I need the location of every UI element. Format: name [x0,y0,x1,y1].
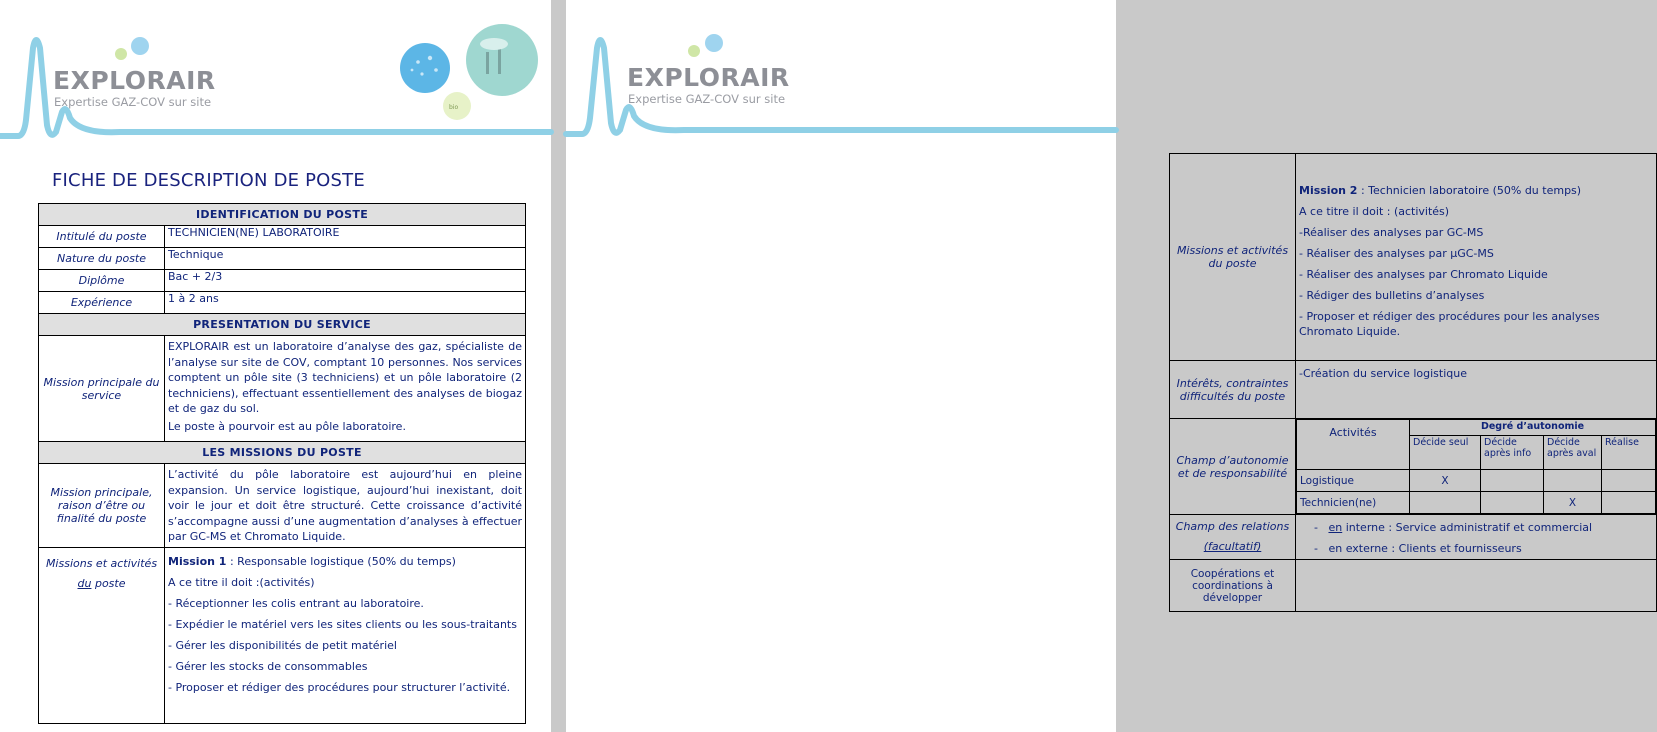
autonomy-header: Réalise [1602,436,1656,470]
label-autonomie: Champ d’autonomie et de responsabilité [1170,419,1296,515]
document-page-2 [566,0,1639,732]
presentation-cell [165,336,526,442]
label-missions-page2: Missions et activités du poste [1170,154,1296,361]
company-logo-tagline: Expertise GAZ-COV sur site [54,95,212,109]
autonomy-degree-header: Degré d’autonomie [1410,420,1656,436]
mission-1-item: - Proposer et rédiger des procédures pour structurer l’activité. [168,681,511,694]
svg-text:bio: bio [449,104,459,111]
company-logo-title: EXPLORAIR [627,63,790,92]
autonomy-mark: X [1544,492,1602,514]
mission-1-item: - Gérer les stocks de consommables [168,660,368,673]
mission-2-item: - Réaliser des analyses par Chromato Liquide [1299,268,1548,281]
autonomie-cell [1296,419,1657,515]
logo-bubbles-icon [115,37,149,60]
relations-interne-text: interne : Service administratif et commercial [1342,521,1593,534]
autonomy-header: Décide après info [1481,436,1544,470]
autonomy-col-activites: Activités [1297,420,1410,470]
mission-2-item: - Réaliser des analyses par µGC-MS [1299,247,1494,260]
label-interets: Intérêts, contraintes difficultés du poste [1170,361,1296,419]
mission-2-heading [1299,180,1653,201]
section-identification: IDENTIFICATION DU POSTE [39,204,526,226]
mission-2-desc: : Technicien laboratoire (50% du temps) [1357,184,1582,197]
relations-interne-prefix: en [1328,521,1343,534]
company-logo-title: EXPLORAIR [53,66,216,95]
missions-activites-cell [165,548,526,724]
autonomy-mark [1544,470,1602,492]
autonomy-mark [1602,492,1656,514]
section-missions: LES MISSIONS DU POSTE [39,442,526,464]
mission-principale-cell [165,464,526,548]
value-intitule: TECHNICIEN(NE) LABORATOIRE [165,226,526,248]
label-relations [1170,515,1296,560]
label-experience: Expérience [39,292,165,314]
label-missions-activites-part3: poste [94,577,126,590]
value-nature: Technique [165,248,526,270]
decorative-spheres-icon [400,24,538,120]
label-missions-activites [39,548,165,724]
autonomy-mark: X [1410,470,1481,492]
autonomy-mark [1481,492,1544,514]
label-nature: Nature du poste [39,248,165,270]
section-presentation: PRESENTATION DU SERVICE [39,314,526,336]
label-intitule: Intitulé du poste [39,226,165,248]
mission-2-item: - Proposer et rédiger des procédures pour les analyses Chromato Liquide. [1299,310,1600,338]
autonomy-mark [1602,470,1656,492]
value-experience: 1 à 2 ans [165,292,526,314]
interets-text: -Création du service logistique [1296,361,1657,419]
mission-2-intro: A ce titre il doit : (activités) [1299,205,1450,218]
mission-1-item: - Gérer les disponibilités de petit matériel [168,639,397,652]
missions-page2-cell [1296,154,1657,361]
label-relations-part1: Champ des relations [1175,520,1290,533]
relations-interne: - en interne : Service administratif et commercial [1314,521,1593,534]
autonomy-header: Décide seul [1410,436,1481,470]
mission-2-item: -Réaliser des analyses par GC-MS [1299,226,1484,239]
label-missions-activites-part1: Missions et activités [45,557,158,570]
label-diplome: Diplôme [39,270,165,292]
document-page-1 [0,0,551,732]
mission-1-heading [168,551,522,572]
cooperations-value [1296,560,1657,612]
label-relations-part2: (facultatif) [1203,540,1262,553]
autonomy-header: Décide après aval [1544,436,1602,470]
label-mission-service: Mission principale du service [39,336,165,442]
relations-externe: - en externe : Clients et fournisseurs [1314,542,1522,555]
autonomy-mark [1481,470,1544,492]
mission-principale-text: L’activité du pôle laboratoire est aujourd’hui en pleine expansion. Un service logistique, aujourd’hui inexistant, doit voir le jour et doit être structuré. Cette croissance d’activité s’accompagne aussi d’une augmentation d’analyses à effectuer par GC-MS et Chromato Liquide. [168,468,523,543]
mission-2-title: Mission 2 [1299,184,1358,197]
relations-cell [1296,515,1657,560]
presentation-note: Le poste à pourvoir est au pôle laboratoire. [168,419,406,433]
relations-externe-text: en externe : Clients et fournisseurs [1328,542,1522,555]
company-logo-tagline: Expertise GAZ-COV sur site [628,92,786,106]
mission-1-item: - Réceptionner les colis entrant au laboratoire. [168,597,424,610]
job-description-table-continued [1169,153,1657,612]
document-title: FICHE DE DESCRIPTION DE POSTE [52,170,365,191]
mission-1-item: - Expédier le matériel vers les sites clients ou les sous-traitants [168,618,517,631]
autonomy-row-activity: Logistique [1297,470,1410,492]
mission-1-desc: : Responsable logistique (50% du temps) [226,555,456,568]
autonomy-mark [1410,492,1481,514]
logo-bubbles-icon [688,34,723,57]
label-missions-activites-part2: du [77,577,92,590]
job-description-table [38,203,526,724]
presentation-text: EXPLORAIR est un laboratoire d’analyse des gaz, spécialiste de l’analyse sur site de COV, comptant 10 personnes. Nos services comptent un pôle site (3 techniciens) et un pôle laboratoire (2 techniciens), effectuant essentiellement des analyses de biogaz et de gaz du sol. [168,340,523,415]
autonomy-table [1296,419,1656,514]
mission-1-title: Mission 1 [168,555,227,568]
label-cooperations: Coopérations et coordinations à développer [1170,560,1296,612]
mission-1-intro: A ce titre il doit :(activités) [168,576,315,589]
value-diplome: Bac + 2/3 [165,270,526,292]
mission-2-item: - Rédiger des bulletins d’analyses [1299,289,1485,302]
autonomy-row-activity: Technicien(ne) [1297,492,1410,514]
label-mission-principale: Mission principale, raison d’être ou finalité du poste [39,464,165,548]
